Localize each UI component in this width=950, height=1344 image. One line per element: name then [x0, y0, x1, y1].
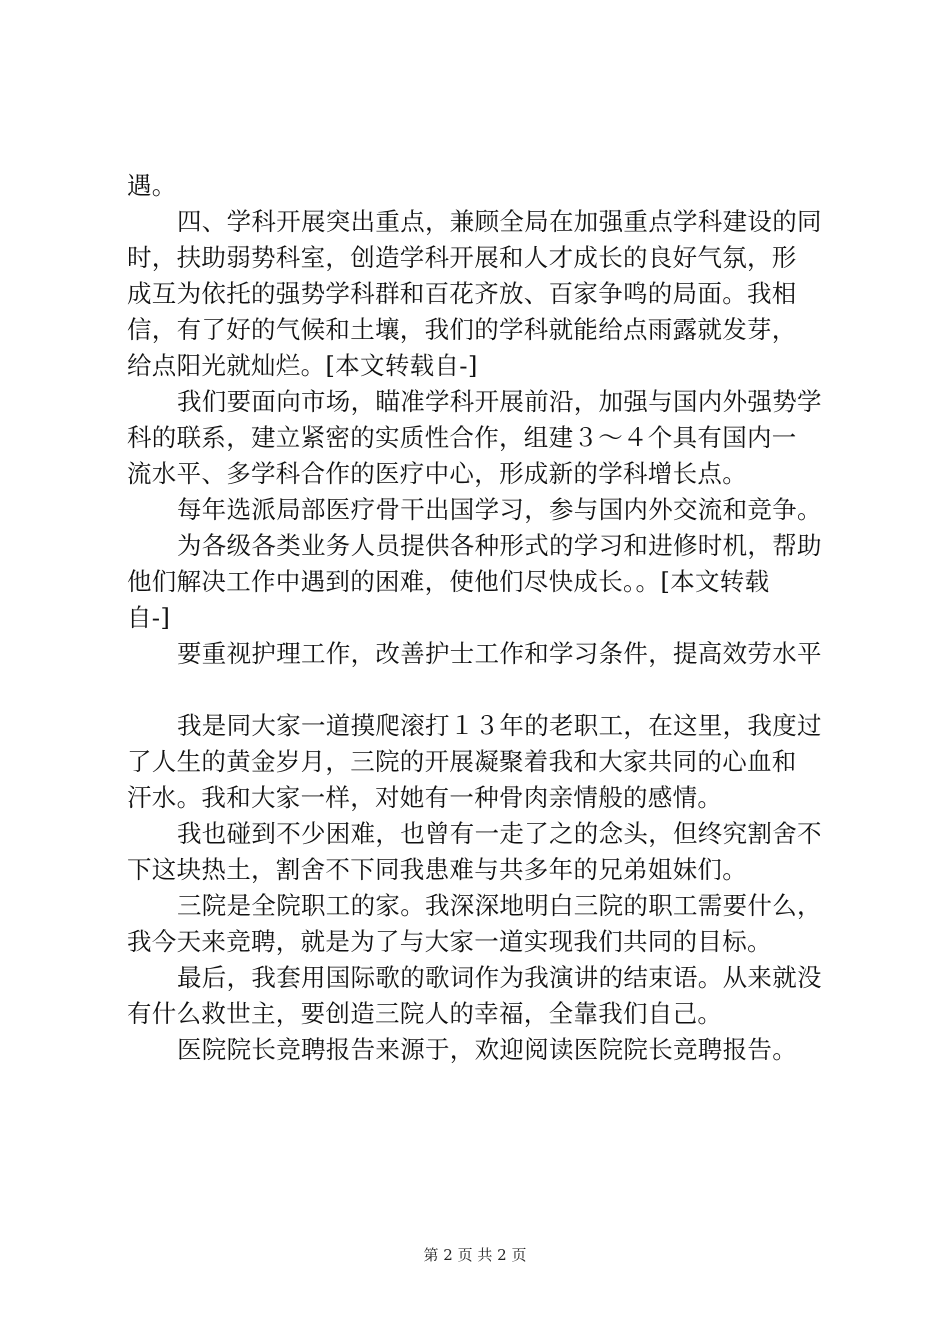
text-line: 信，有了好的气候和土壤，我们的学科就能给点雨露就发芽，	[127, 315, 797, 344]
text-line: 为各级各类业务人员提供各种形式的学习和进修时机，帮助	[177, 531, 822, 560]
text-line: 最后，我套用国际歌的歌词作为我演讲的结束语。从来就没	[177, 963, 822, 992]
text-line: 下这块热土，割舍不下同我患难与共多年的兄弟姐妹们。	[127, 855, 747, 884]
text-line: 流水平、多学科合作的医疗中心，形成新的学科增长点。	[127, 459, 747, 488]
text-line: 自-]	[127, 603, 171, 632]
page-number: 第 2 页 共 2 页	[423, 1246, 527, 1264]
text-line: 要重视护理工作，改善护士工作和学习条件，提高效劳水平	[177, 639, 822, 668]
text-line: 我今天来竞聘，就是为了与大家一道实现我们共同的目标。	[127, 927, 772, 956]
text-line: 遇。	[127, 171, 177, 200]
text-line: 我也碰到不少困难，也曾有一走了之的念头，但终究割舍不	[177, 819, 822, 848]
text-line: 我们要面向市场，瞄准学科开展前沿，加强与国内外强势学	[177, 387, 822, 416]
text-line: 每年选派局部医疗骨干出国学习，参与国内外交流和竞争。	[177, 495, 822, 524]
page-footer	[0, 1245, 950, 1265]
text-line: 他们解决工作中遇到的困难，使他们尽快成长。。[本文转载	[127, 567, 770, 596]
text-line: 成互为依托的强势学科群和百花齐放、百家争鸣的局面。我相	[127, 279, 797, 308]
text-line: 时，扶助弱势科室，创造学科开展和人才成长的良好气氛，形	[127, 243, 797, 272]
text-line: 了人生的黄金岁月，三院的开展凝聚着我和大家共同的心血和	[127, 747, 797, 776]
text-line: 汗水。我和大家一样，对她有一种骨肉亲情般的感情。	[127, 783, 723, 812]
document-body	[127, 168, 832, 1068]
text-line: 给点阳光就灿烂。[本文转载自-]	[127, 351, 478, 380]
text-line: 科的联系，建立紧密的实质性合作，组建３～４个具有国内一	[127, 423, 797, 452]
text-line: 我是同大家一道摸爬滚打１３年的老职工，在这里，我度过	[177, 711, 822, 740]
blank-line	[127, 672, 832, 708]
text-line: 三院是全院职工的家。我深深地明白三院的职工需要什么，	[177, 891, 822, 920]
text-line: 四、学科开展突出重点，兼顾全局在加强重点学科建设的同	[177, 207, 822, 236]
text-line: 有什么救世主，要创造三院人的幸福，全靠我们自己。	[127, 999, 723, 1028]
text-line: 医院院长竞聘报告来源于，欢迎阅读医院院长竞聘报告。	[177, 1035, 797, 1064]
